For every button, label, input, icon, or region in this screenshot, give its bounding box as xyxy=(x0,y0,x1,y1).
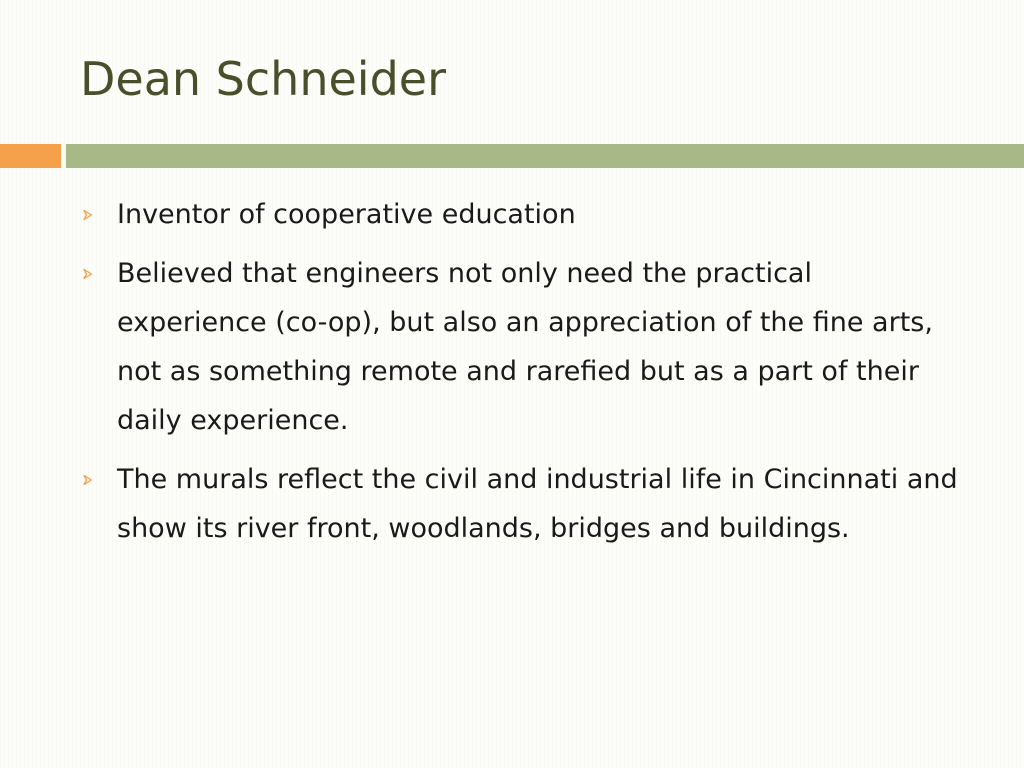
arrow-bullet-icon xyxy=(82,455,98,504)
accent-bar-green xyxy=(66,144,1024,168)
arrow-bullet-icon xyxy=(82,249,98,298)
bullet-item xyxy=(80,249,970,445)
bullet-text: Believed that engineers not only need the practical experience (co-op), but also an appreciation of the fine arts, not as something remote and rarefied but as a part of their daily experience. xyxy=(117,258,933,436)
bullet-item xyxy=(80,190,970,239)
arrow-bullet-icon xyxy=(82,190,98,239)
slide-title: Dean Schneider xyxy=(80,52,446,106)
accent-bar-orange xyxy=(0,144,61,168)
bullet-item xyxy=(80,455,970,553)
bullet-text: The murals reflect the civil and industrial life in Cincinnati and show its river front, woodlands, bridges and buildings. xyxy=(117,464,958,544)
bullet-list xyxy=(80,190,970,563)
bullet-text: Inventor of cooperative education xyxy=(117,199,576,230)
